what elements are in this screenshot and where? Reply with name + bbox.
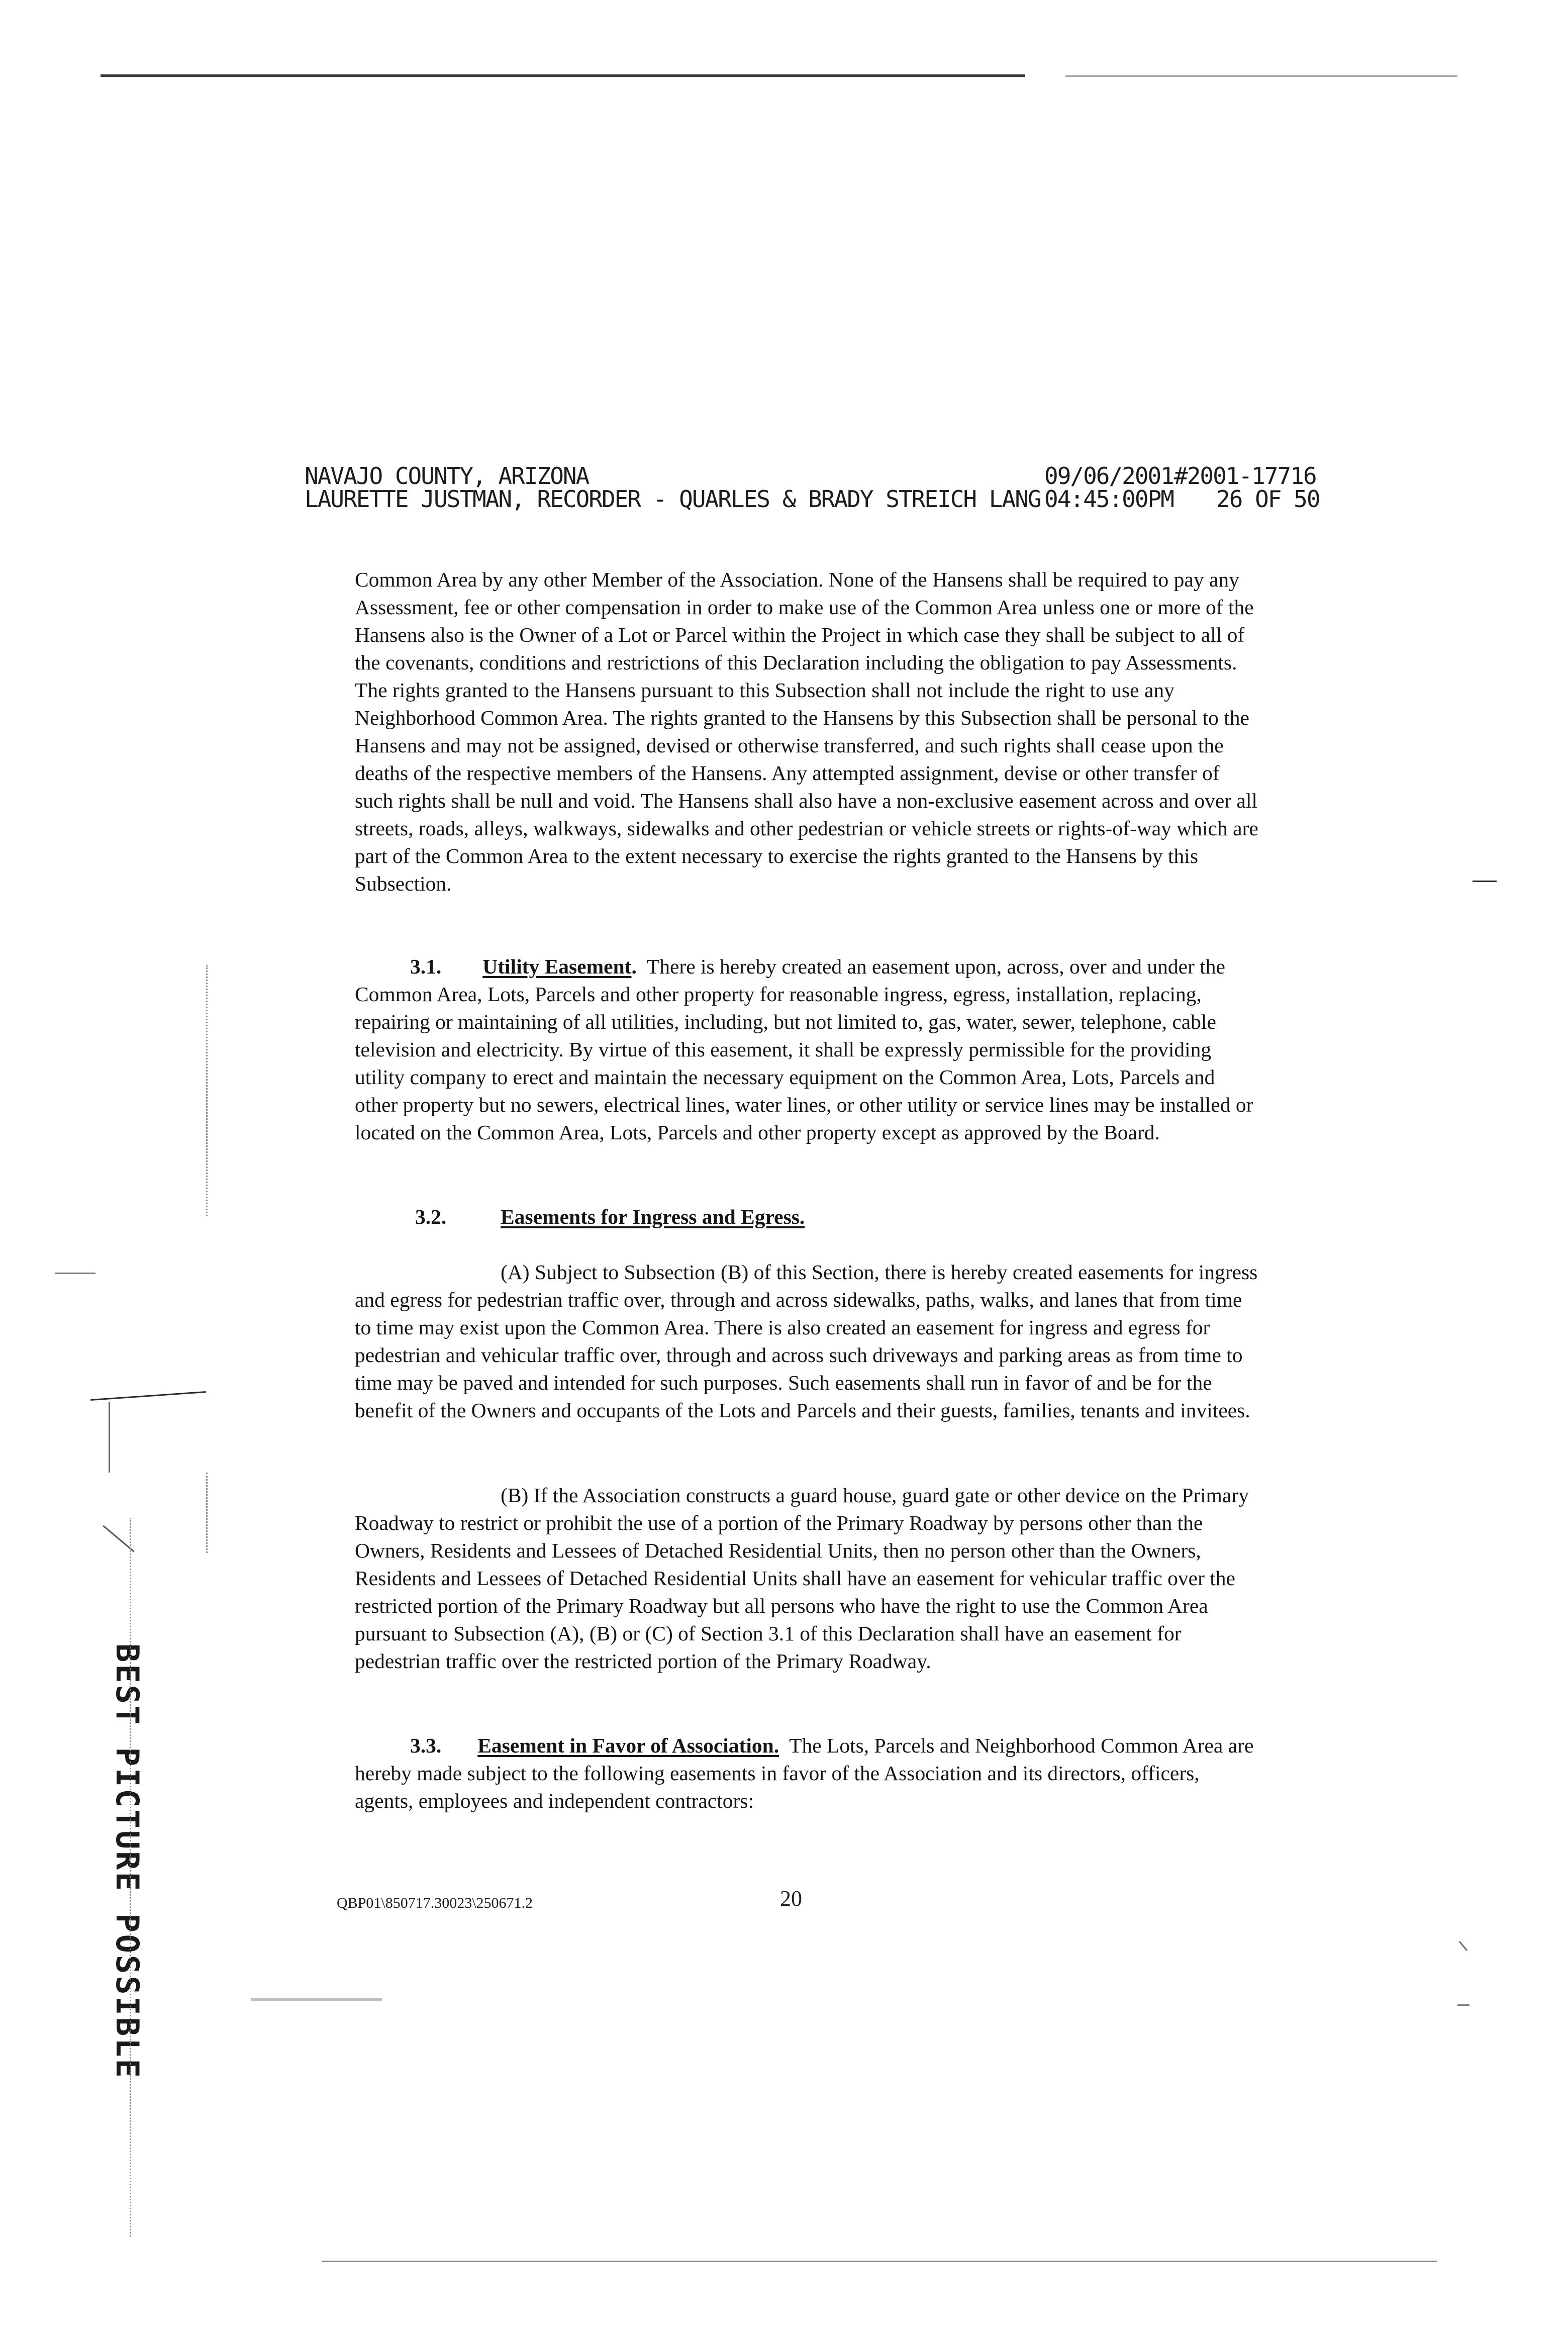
right-margin-tick bbox=[1459, 1941, 1468, 1951]
margin-mark-left bbox=[55, 1273, 95, 1274]
margin-mark-left-3 bbox=[109, 1402, 110, 1473]
intro-paragraph bbox=[355, 566, 1259, 898]
recorder-time: 04:45:00PM bbox=[1044, 485, 1173, 513]
section-3-2-para-b bbox=[355, 1482, 1259, 1675]
recorder-name: LAURETTE JUSTMAN, RECORDER - QUARLES & BRADY STREICH LANG bbox=[305, 485, 1041, 513]
section-3-2-title: Easements for Ingress and Egress. bbox=[501, 1205, 805, 1228]
section-3-3-title: Easement in Favor of Association. bbox=[477, 1734, 779, 1757]
section-3-2-para-a bbox=[355, 1258, 1259, 1424]
recorder-county: NAVAJO COUNTY, ARIZONA bbox=[305, 462, 589, 490]
section-3-2-number: 3.2. bbox=[415, 1205, 447, 1228]
section-3-1-number: 3.1. bbox=[410, 955, 442, 978]
section-3-2-para-a-text: (A) Subject to Subsection (B) of this Section, there is hereby created easements for ingress and egress for pedestrian traffic over, through and across sidewalks, paths, walks, and lanes that from time to time may exist upon the Common Area. There is also created an easement for ingress and egress for pedestrian and vehicular traffic over, through and across such driveways and parking areas as from time to time may be paved and intended for such purposes. Such easements shall run in favor of and be for the benefit of the Owners and occupants of the Lots and Parcels and their guests, families, tenants and invitees. bbox=[355, 1260, 1258, 1422]
bottom-scribble bbox=[251, 1998, 382, 2001]
best-picture-possible-stamp: BEST PICTURE POSSIBLE bbox=[109, 1643, 146, 2080]
right-margin-tick-2 bbox=[1457, 2004, 1469, 2006]
margin-dotted-line-1 bbox=[206, 965, 208, 1216]
margin-dotted-line-3 bbox=[206, 1473, 208, 1553]
footer-doc-id: QBP01\850717.30023\250671.2 bbox=[337, 1895, 533, 1911]
intro-paragraph-text: Common Area by any other Member of the Association. None of the Hansens shall be required to pay any Assessment, fee or other compensation in order to make use of the Common Area unless one or more of the Hansens also is the Owner of a Lot or Parcel within the Project in which case they shall be subject to all of the covenants, conditions and restrictions of this Declaration including the obligation to pay Assessments. The rights granted to the Hansens pursuant to this Subsection shall not include the right to use any Neighborhood Common Area. The rights granted to the Hansens by this Subsection shall be personal to the Hansens and may not be assigned, devised or otherwise transferred, and such rights shall cease upon the deaths of the respective members of the Hansens. Any attempted assignment, devise or other transfer of such rights shall be null and void. The Hansens shall also have a non-exclusive easement across and over all streets, roads, alleys, walkways, sidewalks and other pedestrian or vehicle streets or rights-of-way which are part of the Common Area to the extent necessary to exercise the rights granted to the Hansens by this Subsection. bbox=[355, 568, 1258, 895]
scan-artifact-top bbox=[101, 74, 1025, 77]
page-number: 20 bbox=[780, 1886, 802, 1911]
section-3-3-number: 3.3. bbox=[410, 1734, 442, 1757]
bottom-scan-line bbox=[322, 2261, 1437, 2262]
section-3-1-paragraph: 3.1. Utility Easement. There is hereby created an easement upon, across, over and under the Common Area, Lots, Parcels and other property for reasonable ingress, egress, installation, replacing, repairing or maintaining of all utilities, including, but not limited to, gas, water, sewer, telephone, cable television and electricity. By virtue of this easement, it shall be expressly permissible for the providing utility company to erect and maintain the necessary equipment on the Common Area, Lots, Parcels and other property but no sewers, electrical lines, water lines, or other utility or service lines may be installed or located on the Common Area, Lots, Parcels and other property except as approved by the Board. bbox=[355, 955, 1253, 1144]
scan-artifact-top-dashes bbox=[1065, 75, 1457, 77]
section-3-2-para-b-text: (B) If the Association constructs a guard house, guard gate or other device on the Primary Roadway to restrict or prohibit the use of a portion of the Primary Roadway by persons other than the Owners, Residents and Lessees of Detached Residential Units, then no person other than the Owners, Residents and Lessees of Detached Residential Units shall have an easement for vehicular traffic over the restricted portion of the Primary Roadway but all persons who have the right to use the Common Area pursuant to Subsection (A), (B) or (C) of Section 3.1 of this Declaration shall have an easement for pedestrian traffic over the restricted portion of the Primary Roadway. bbox=[355, 1484, 1249, 1673]
section-3-1 bbox=[355, 953, 1259, 1146]
section-3-1-text: There is hereby created an easement upon, across, over and under the Common Area, Lots, Parcels and other property for reasonable ingress, egress, installation, replacing, repairing or maintaining of all utilities, including, but not limited to, gas, water, sewer, telephone, cable television and electricity. By virtue of this easement, it shall be expressly permissible for the providing utility company to erect and maintain the necessary equipment on the Common Area, Lots, Parcels and other property but no sewers, electrical lines, water lines, or other utility or service lines may be installed or located on the Common Area, Lots, Parcels and other property except as approved by the Board. bbox=[355, 955, 1253, 1144]
margin-mark-left-2 bbox=[90, 1391, 206, 1401]
recorder-page-of: 26 OF 50 bbox=[1216, 485, 1320, 513]
section-3-3 bbox=[355, 1732, 1259, 1815]
margin-mark-right bbox=[1473, 881, 1497, 882]
section-3-3-text: The Lots, Parcels and Neighborhood Common Area are hereby made subject to the following easements in favor of the Association and its directors, officers, agents, employees and independent contractors: bbox=[355, 1734, 1254, 1812]
margin-dotted-line-2 bbox=[130, 1518, 131, 2237]
recorder-doc-number: #2001-17716 bbox=[1174, 462, 1316, 490]
section-3-1-title: Utility Easement bbox=[482, 955, 632, 978]
recorder-date: 09/06/2001 bbox=[1044, 462, 1173, 490]
